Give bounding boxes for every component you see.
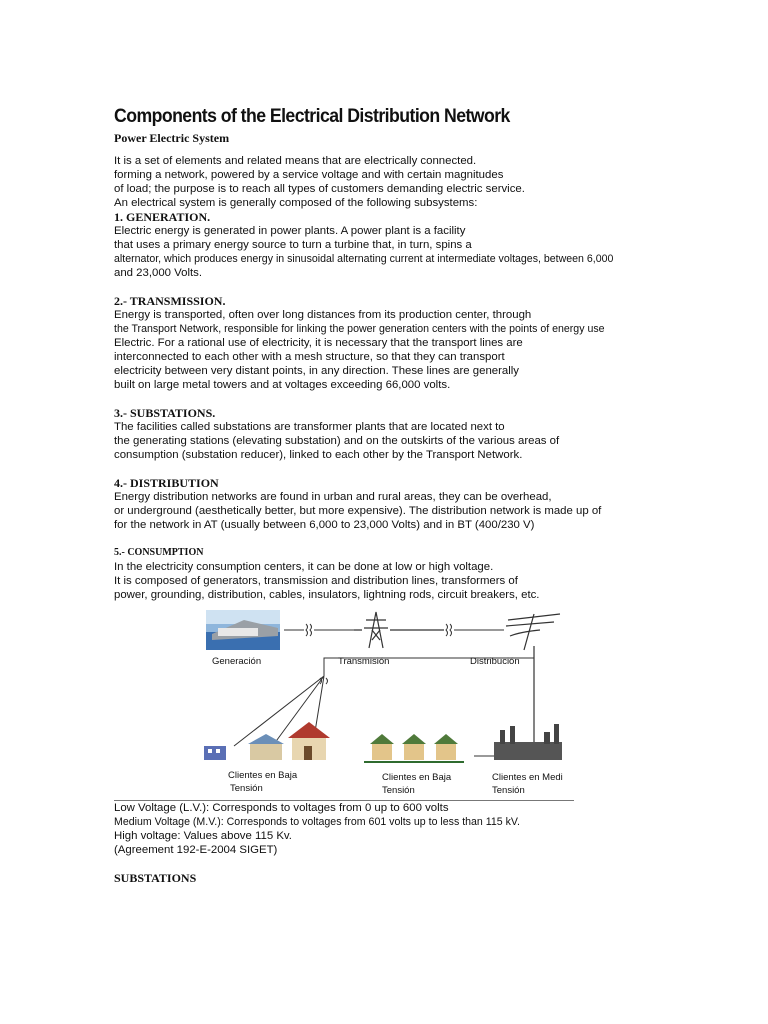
intro-line: It is a set of elements and related means that are electrically connected. (114, 155, 477, 167)
intro-line: forming a network, powered by a service voltage and with certain magnitudes (114, 169, 504, 181)
voltage-line: Low Voltage (L.V.): Corresponds to voltages from 0 up to 600 volts (114, 802, 449, 814)
section-transmission (114, 294, 674, 392)
section-heading: 5.- CONSUMPTION (114, 547, 204, 558)
section-heading: SUBSTATIONS (114, 871, 197, 885)
page-title: Components of the Electrical Distribution Network (114, 106, 510, 127)
intro-paragraph (114, 154, 674, 210)
body-line: that uses a primary energy source to turn a turbine that, in turn, spins a (114, 239, 472, 251)
body-line: In the electricity consumption centers, it can be done at low or high voltage. (114, 561, 494, 573)
label-generacion: Generación (212, 656, 262, 667)
insulator-icon (284, 624, 354, 636)
body-line: the Transport Network, responsible for linking the power generation centers with the points of energy use (114, 323, 605, 335)
label-tension: Tensión (492, 785, 525, 796)
subtitle: Power Electric System (114, 131, 230, 145)
body-line: The facilities called substations are transformer plants that are located next to (114, 421, 505, 433)
power-plant-icon (206, 610, 280, 650)
intro-line: An electrical system is generally composed of the following subsystems: (114, 197, 478, 209)
label-clientes-baja: Clientes en Baja (228, 770, 298, 781)
body-line: and 23,000 Volts. (114, 267, 203, 279)
label-transmision: Transmisión (338, 656, 390, 667)
body-line: alternator, which produces energy in sinusoidal alternating current at intermediate voltages, between 6,000 (114, 253, 614, 265)
body-line: consumption (substation reducer), linked to each other by the Transport Network. (114, 449, 523, 461)
section-heading: 2.- TRANSMISSION. (114, 294, 226, 308)
document-page (114, 104, 674, 885)
distribution-network-diagram (204, 606, 664, 798)
body-line: for the network in AT (usually between 6,000 to 23,000 Volts) and in BT (400/230 V) (114, 519, 535, 531)
body-line: the generating stations (elevating substation) and on the outskirts of the various areas of (114, 435, 560, 447)
insulator-icon (446, 624, 504, 636)
section-distribution (114, 476, 674, 532)
voltage-line: (Agreement 192-E-2004 SIGET) (114, 844, 278, 856)
voltage-line: Medium Voltage (M.V.): Corresponds to voltages from 601 volts up to less than 115 kV. (114, 816, 520, 828)
body-line: Energy distribution networks are found in urban and rural areas, they can be overhead, (114, 491, 552, 503)
houses-icon (364, 734, 464, 762)
body-line: interconnected to each other with a mesh structure, so that they can transport (114, 351, 505, 363)
intro-line: of load; the purpose is to reach all types of customers demanding electric service. (114, 183, 525, 195)
section-heading: 3.- SUBSTATIONS. (114, 406, 216, 420)
voltage-line: High voltage: Values above 115 Kv. (114, 830, 292, 842)
label-tension: Tensión (230, 783, 263, 794)
section-substations (114, 406, 674, 462)
factory-icon (494, 724, 562, 760)
body-line: Electric energy is generated in power plants. A power plant is a facility (114, 225, 466, 237)
body-line: or underground (aesthetically better, but more expensive). The distribution network is made up of (114, 505, 602, 517)
section-generation (114, 210, 674, 280)
body-line: built on large metal towers and at voltages exceeding 66,000 volts. (114, 379, 451, 391)
label-clientes-media: Clientes en Medi (492, 772, 563, 783)
body-line: power, grounding, distribution, cables, insulators, lightning rods, circuit breakers, etc. (114, 589, 540, 601)
label-clientes-baja: Clientes en Baja (382, 772, 452, 783)
section-consumption (114, 546, 674, 602)
transmission-tower-icon (354, 612, 444, 648)
body-line: It is composed of generators, transmission and distribution lines, transformers of (114, 575, 518, 587)
label-distribucion: Distribución (470, 656, 520, 667)
houses-icon (204, 722, 330, 760)
section-heading: 1. GENERATION. (114, 210, 211, 224)
voltage-definitions (114, 801, 674, 857)
body-line: Electric. For a rational use of electricity, it is necessary that the transport lines are (114, 337, 523, 349)
body-line: electricity between very distant points, in any direction. These lines are generally (114, 365, 520, 377)
label-tension: Tensión (382, 785, 415, 796)
body-line: Energy is transported, often over long distances from its production center, through (114, 309, 532, 321)
section-heading: 4.- DISTRIBUTION (114, 476, 219, 490)
